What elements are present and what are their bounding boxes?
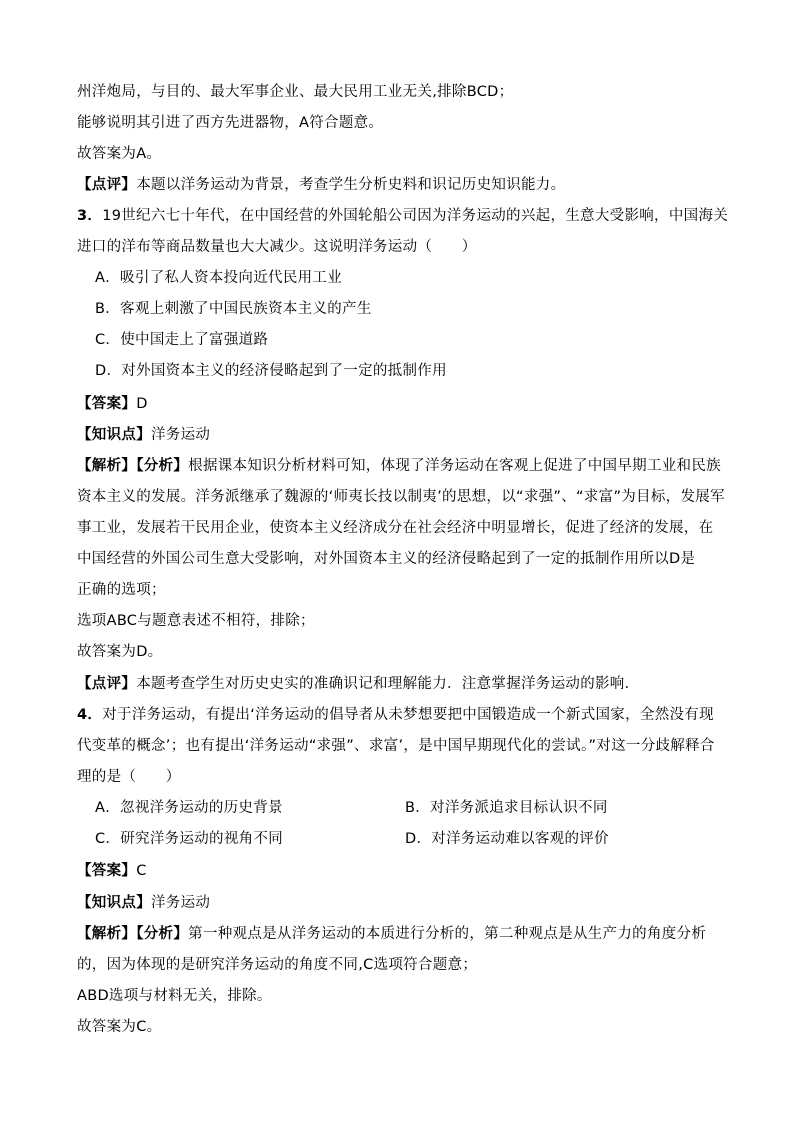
text-line: 能够说明其引进了西方先进器物，A符合题意。 (77, 115, 384, 131)
option-c: C．使中国走上了富强道路 (95, 332, 269, 348)
analysis-text: 的，因为体现的是研究洋务运动的角度不同,C选项符合题意； (77, 957, 478, 973)
text-line: 州洋炮局，与目的、最大军事企业、最大民用工业无关,排除BCD； (77, 84, 514, 100)
knowledge-point-line (77, 893, 210, 913)
analysis-tag: 【解析】【分析】 (77, 458, 189, 474)
analysis-text: 中国经营的外国公司生意大受影响，对外国资本主义的经济侵略起到了一定的抵制作用所以D是 (77, 551, 696, 567)
answer-value: D (136, 396, 148, 412)
knowledge-point-value: 洋务运动 (151, 895, 211, 911)
analysis-line (77, 924, 706, 944)
comment-line (77, 175, 565, 195)
analysis-text: 选项ABC与题意表述不相符，排除； (77, 613, 315, 629)
text-line: 故答案为A。 (77, 146, 162, 162)
question-3-stem (77, 206, 728, 226)
question-4-stem (77, 705, 714, 725)
answer-line (77, 861, 147, 881)
comment-tag: 【点评】 (77, 177, 137, 193)
comment-tag: 【点评】 (77, 676, 137, 692)
question-text: 进口的洋布等商品数量也大大减少。这说明洋务运动（ ） (77, 239, 477, 255)
answer-line (77, 394, 148, 414)
analysis-text: 根据课本知识分析材料可知，体现了洋务运动在客观上促进了中国早期工业和民族 (188, 458, 721, 474)
question-text: 对于洋务运动，有提出‘洋务运动的倡导者从未梦想要把中国锻造成一个新式国家，全然没有现 (102, 707, 714, 723)
knowledge-point-tag: 【知识点】 (77, 895, 151, 911)
option-b: B．对洋务派追求目标认识不同 (405, 800, 608, 816)
option-a: A．忽视洋务运动的历史背景 (95, 800, 283, 816)
option-a: A．吸引了私人资本投向近代民用工业 (95, 270, 343, 286)
comment-line (77, 674, 639, 694)
question-text: 理的是（ ） (77, 769, 181, 785)
option-d: D．对洋务运动难以客观的评价 (405, 831, 609, 847)
option-b: B．客观上刺激了中国民族资本主义的产生 (95, 301, 372, 317)
answer-value: C (136, 863, 147, 879)
analysis-tag: 【解析】【分析】 (77, 926, 189, 942)
answer-tag: 【答案】 (77, 863, 137, 879)
analysis-text: 故答案为C。 (77, 1019, 162, 1035)
analysis-text: ABD选项与材料无关，排除。 (77, 988, 272, 1004)
option-c: C．研究洋务运动的视角不同 (95, 831, 284, 847)
analysis-text: 故答案为D。 (77, 644, 163, 660)
question-number: 4． (77, 707, 103, 723)
knowledge-point-tag: 【知识点】 (77, 427, 151, 443)
analysis-line (77, 456, 721, 476)
question-number: 3． (77, 208, 103, 224)
knowledge-point-line (77, 425, 210, 445)
comment-text: 本题考查学生对历史史实的准确识记和理解能力．注意掌握洋务运动的影响． (136, 676, 640, 692)
knowledge-point-value: 洋务运动 (151, 427, 211, 443)
analysis-text: 资本主义的发展。洋务派继承了魏源的‘师夷长技以制夷’的思想，以“求强”、“求富”为目标，发展军 (77, 489, 725, 505)
option-d: D．对外国资本主义的经济侵略起到了一定的抵制作用 (95, 363, 447, 379)
comment-text: 本题以洋务运动为背景，考查学生分析史料和识记历史知识能力。 (136, 177, 566, 193)
analysis-text: 第一种观点是从洋务运动的本质进行分析的，第二种观点是从生产力的角度分析 (188, 926, 707, 942)
answer-tag: 【答案】 (77, 396, 137, 412)
question-text: 19世纪六七十年代，在中国经营的外国轮船公司因为洋务运动的兴起，生意大受影响，中国海关 (102, 208, 729, 224)
question-text: 代变革的概念’；也有提出‘洋务运动“求强”、求富’，是中国早期现代化的尝试。”对这一分歧解释合 (77, 738, 715, 754)
analysis-text: 事工业，发展若干民用企业，使资本主义经济成分在社会经济中明显增长，促进了经济的发展，在 (77, 520, 714, 536)
analysis-text: 正确的选项； (77, 582, 166, 598)
